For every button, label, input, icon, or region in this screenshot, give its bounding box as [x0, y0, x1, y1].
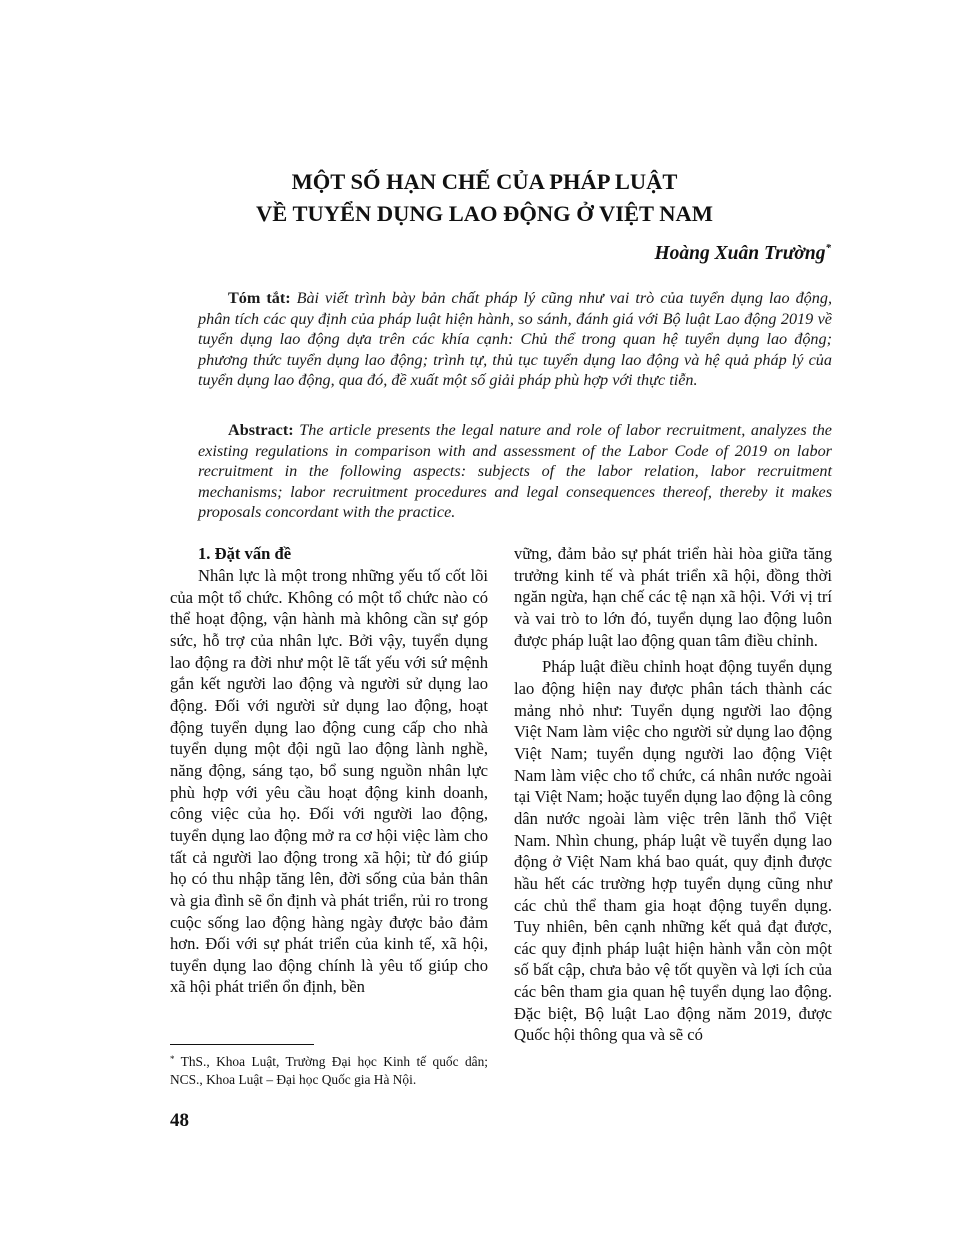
- author-footnote-mark: *: [825, 242, 831, 254]
- title-line-1: MỘT SỐ HẠN CHẾ CỦA PHÁP LUẬT: [291, 169, 678, 194]
- summary-vi-text: Bài viết trình bày bản chất pháp lý cũng như vai trò của tuyển dụng lao động, phân tích các quy định của pháp luật hiện hành, so sánh, đánh giá với Bộ luật Lao động 2019 về tuyển dụng lao động dựa trên các khía cạnh: Chủ thể trong quan hệ tuyển dụng lao động; phương thức tuyển dụng lao động; trình tự, thủ tục tuyển dụng lao động và hệ quả pháp lý của tuyển dụng lao động, qua đó, đề xuất một số giải pháp phù hợp với thực tiễn.: [198, 289, 832, 390]
- author: [655, 242, 831, 265]
- body-paragraph: Nhân lực là một trong những yếu tố cốt lõi của một tổ chức. Không có một tổ chức nào có thể hoạt động, vận hành mà không cần sự góp sức, hỗ trợ của nhân lực. Bởi vậy, tuyển dụng lao động ra đời như một lẽ tất yếu với sứ mệnh gắn kết người lao động và người sử dụng lao động. Đối với người sử dụng lao động, hoạt động tuyển dụng lao động cung cấp cho nhà tuyển dụng một đội ngũ lao động lành nghề, năng động, sáng tạo, bổ sung nguồn nhân lực phù hợp với yêu cầu hoạt động kinh doanh, công việc của họ. Đối với người lao động, tuyển dụng lao động mở ra cơ hội việc làm cho tất cả người lao động trong xã hội; từ đó giúp họ có thu nhập tăng lên, đời sống của bản thân và gia đình sẽ ổn định và phát triển, rủi ro trong cuộc sống lao động hàng ngày được bảo đảm hơn. Đối với sự phát triển của kinh tế, xã hội, tuyển dụng lao động chính là yêu tố giúp cho xã hội phát triển ổn định, bền: [170, 566, 488, 997]
- footnote-text: ThS., Khoa Luật, Trường Đại học Kinh tế quốc dân; NCS., Khoa Luật – Đại học Quốc gia Hà Nội.: [170, 1054, 488, 1087]
- summary-vi-label: Tóm tắt:: [228, 289, 291, 307]
- body-paragraph: Pháp luật điều chỉnh hoạt động tuyển dụng lao động hiện nay được phân tách thành các mảng nhỏ như: Tuyển dụng người lao động Việt Nam làm việc cho người sử dụng lao động Việt Nam; tuyển dụng người lao động Việt Nam làm việc cho tổ chức, cá nhân nước ngoài tại Việt Nam; hoặc tuyển dụng lao động là công dân nước ngoài làm việc trên lãnh thổ Việt Nam. Nhìn chung, pháp luật về tuyển dụng lao động ở Việt Nam khá bao quát, quy định được hầu hết các trường hợp tuyển dụng cũng như các chủ thể tham gia hoạt động tuyển dụng. Tuy nhiên, bên cạnh những kết quả đạt được, các quy định pháp luật hiện hành vẫn còn một số bất cập, chưa bảo vệ tốt quyền và lợi ích của các bên tham gia quan hệ tuyển dụng lao động. Đặc biệt, Bộ luật Lao động năm 2019, được Quốc hội thông qua và sẽ có: [514, 657, 832, 1045]
- body-paragraph-continued: vững, đảm bảo sự phát triển hài hòa giữa tăng trưởng kinh tế và phát triển xã hội, đồng thời ngăn ngừa, hạn chế các tệ nạn xã hội. Với vị trí và vai trò to lớn đó, tuyển dụng lao động luôn được pháp luật lao động quan tâm điều chỉnh.: [514, 544, 832, 650]
- footnote: [170, 1050, 488, 1089]
- author-name: Hoàng Xuân Trường: [654, 243, 826, 264]
- article-title: [0, 166, 969, 230]
- summary-en-paragraph: [198, 420, 832, 523]
- footnote-paragraph: [170, 1050, 488, 1089]
- summary-vi-paragraph: [198, 288, 832, 391]
- title-line-2: VỀ TUYỂN DỤNG LAO ĐỘNG Ở VIỆT NAM: [256, 201, 713, 226]
- left-column: [170, 543, 488, 998]
- footnote-mark: *: [170, 1054, 175, 1064]
- footnote-divider: [170, 1044, 314, 1045]
- summary-en-label: Abstract:: [228, 421, 294, 439]
- right-column: [514, 543, 832, 1046]
- summary-en-text: The article presents the legal nature and role of labor recruitment, analyzes the existing regulations in comparison with and assessment of the Labor Code of 2019 on labor recruitment in the following aspects: subjects of the labor relation, labor recruitment mechanisms; labor recruitment procedures and legal consequences thereof, thereby it makes proposals concordant with the practice.: [198, 421, 832, 522]
- summary-vietnamese: [198, 288, 832, 391]
- summary-english: [198, 420, 832, 523]
- page-number: 48: [170, 1110, 189, 1131]
- section-heading: 1. Đặt vấn đề: [198, 544, 292, 563]
